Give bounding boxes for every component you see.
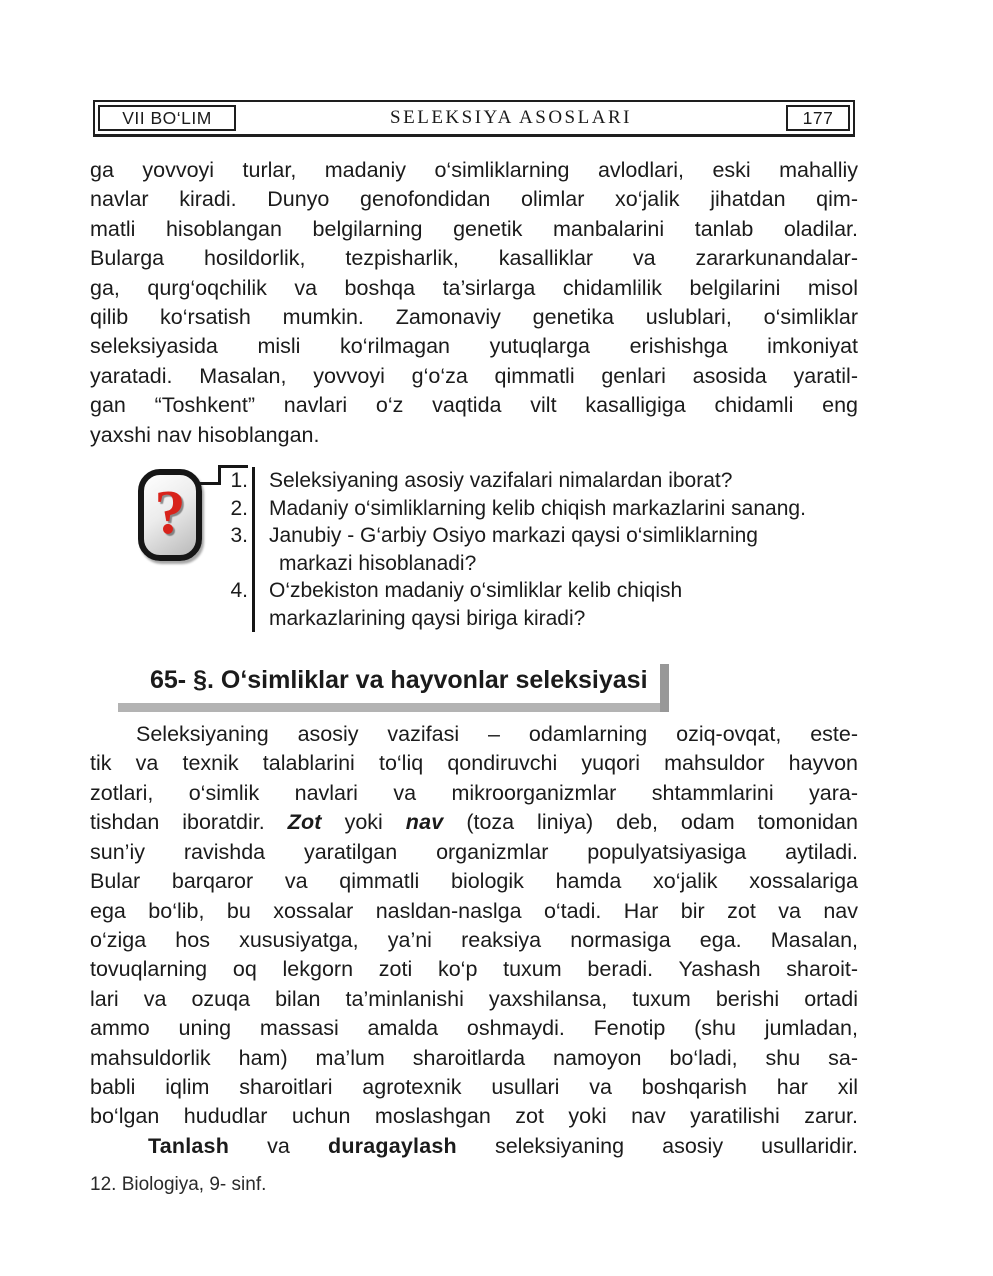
text-line: ga yovvoyi turlar, madaniy o‘simliklarning avlodlari, eski mahalliy (90, 158, 858, 182)
question-item (202, 577, 806, 632)
text-line: zotlari, o‘simlik navlari va mikroorganizmlar shtammlarini yara- (90, 780, 858, 805)
text-line: tovuqlarning oq lekgorn zoti ko‘p tuxum beradi. Yashash sharoit- (90, 957, 858, 982)
question-text: O‘zbekiston madaniy o‘simliklar kelib chiqish markazlarining qaysi biriga kiradi? (252, 577, 682, 632)
text-line: navlar kiradi. Dunyo genofondidan olimlar xo‘jalik jihatdan qim- (90, 187, 858, 212)
question-number: 3. (230, 524, 248, 548)
text-line: gan “Toshkent” navlari o‘z vaqtida vilt kasalligiga chidamli eng (90, 393, 858, 418)
text-line: Bular barqaror va qimmatli biologik hamda xo‘jalik xossalariga (90, 869, 858, 894)
body-paragraph-1 (90, 156, 858, 450)
text-line: bo‘lgan hududlar uchun moslashgan zot yoki nav yaratilishi zarur. (90, 1104, 858, 1129)
question-list (202, 467, 806, 632)
text-line: seleksiyasida misli ko‘rilmagan yutuqlarga erishishga imkoniyat (90, 334, 858, 359)
question-item (202, 495, 806, 523)
question-item (202, 467, 806, 495)
heading-shadow-bottom (118, 703, 662, 712)
connector-line (198, 482, 220, 485)
question-number: 4. (230, 579, 248, 603)
question-number: 1. (230, 469, 248, 493)
question-number: 2. (230, 496, 248, 520)
chapter-label: VII BO‘LIM (98, 105, 236, 131)
chapter-title: SELEKSIYA ASOSLARI (390, 107, 632, 128)
text-line: babli iqlim sharoitlari agrotexnik usullari va boshqarish har xil (90, 1074, 858, 1099)
body-paragraph-2 (90, 720, 858, 1161)
section-heading (128, 659, 660, 703)
page-header (93, 100, 855, 137)
questions-block (138, 465, 858, 632)
text-line: Tanlash va duragaylash seleksiyaning asosiy usullaridir. (148, 1133, 858, 1158)
section-heading-text: 65- §. O‘simliklar va hayvonlar seleksiyasi (150, 666, 648, 695)
connector-line (218, 465, 248, 468)
text-line: matli hisoblangan belgilarning genetik manbalarini tanlab oladilar. (90, 216, 858, 241)
text-line: ega bo‘lib, bu xossalar nasldan-naslga o‘tadi. Har bir zot va nav (90, 898, 858, 923)
text-line: yaratadi. Masalan, yovvoyi g‘o‘za qimmatli genlari asosida yaratil- (90, 363, 858, 388)
text-line: Seleksiyaning asosiy vazifasi – odamlarning oziq-ovqat, este- (136, 722, 858, 747)
text-line: sun’iy ravishda yaratilgan organizmlar populyatsiyasiga aytiladi. (90, 839, 858, 864)
text-line: mahsuldorlik ham) ma’lum sharoitlarda namoyon bo‘ladi, shu sa- (90, 1045, 858, 1070)
question-text: Seleksiyaning asosiy vazifalari nimalardan iborat? (252, 467, 732, 495)
text-line: lari va ozuqa bilan ta’minlanishi yaxshilansa, tuxum berishi ortadi (90, 986, 858, 1011)
connector-line (218, 465, 221, 485)
text-line: tik va texnik talablarini to‘liq qondiruvchi yuqori mahsuldor hayvon (90, 751, 858, 776)
question-mark-icon: ? (138, 469, 202, 561)
text-line: ga, qurg‘oqchilik va boshqa ta’sirlarga chidamlilik belgilarini misol (90, 275, 858, 300)
question-item (202, 522, 806, 577)
heading-shadow-right (660, 664, 669, 712)
question-text: Madaniy o‘simliklarning kelib chiqish markazlarini sanang. (252, 495, 806, 523)
text-line: tishdan iboratdir. Zot yoki nav (toza liniya) deb, odam tomonidan (90, 810, 858, 835)
page-number: 177 (786, 105, 850, 131)
text-line: yaxshi nav hisoblangan. (90, 422, 320, 447)
text-line: Bularga hosildorlik, tezpisharlik, kasalliklar va zararkunandalar- (90, 246, 858, 271)
page-content (90, 100, 858, 1197)
text-line: qilib ko‘rsatish mumkin. Zamonaviy genetika uslublari, o‘simliklar (90, 305, 858, 330)
text-line: o‘ziga hos xususiyatga, ya’ni reaksiya normasiga ega. Masalan, (90, 927, 858, 952)
text-line: ammo uning massasi amalda oshmaydi. Fenotip (shu jumladan, (90, 1016, 858, 1041)
question-text: Janubiy - G‘arbiy Osiyo markazi qaysi o‘simliklarning markazi hisoblanadi? (252, 522, 758, 577)
printers-mark: 12. Biologiya, 9- sinf. (90, 1174, 267, 1196)
